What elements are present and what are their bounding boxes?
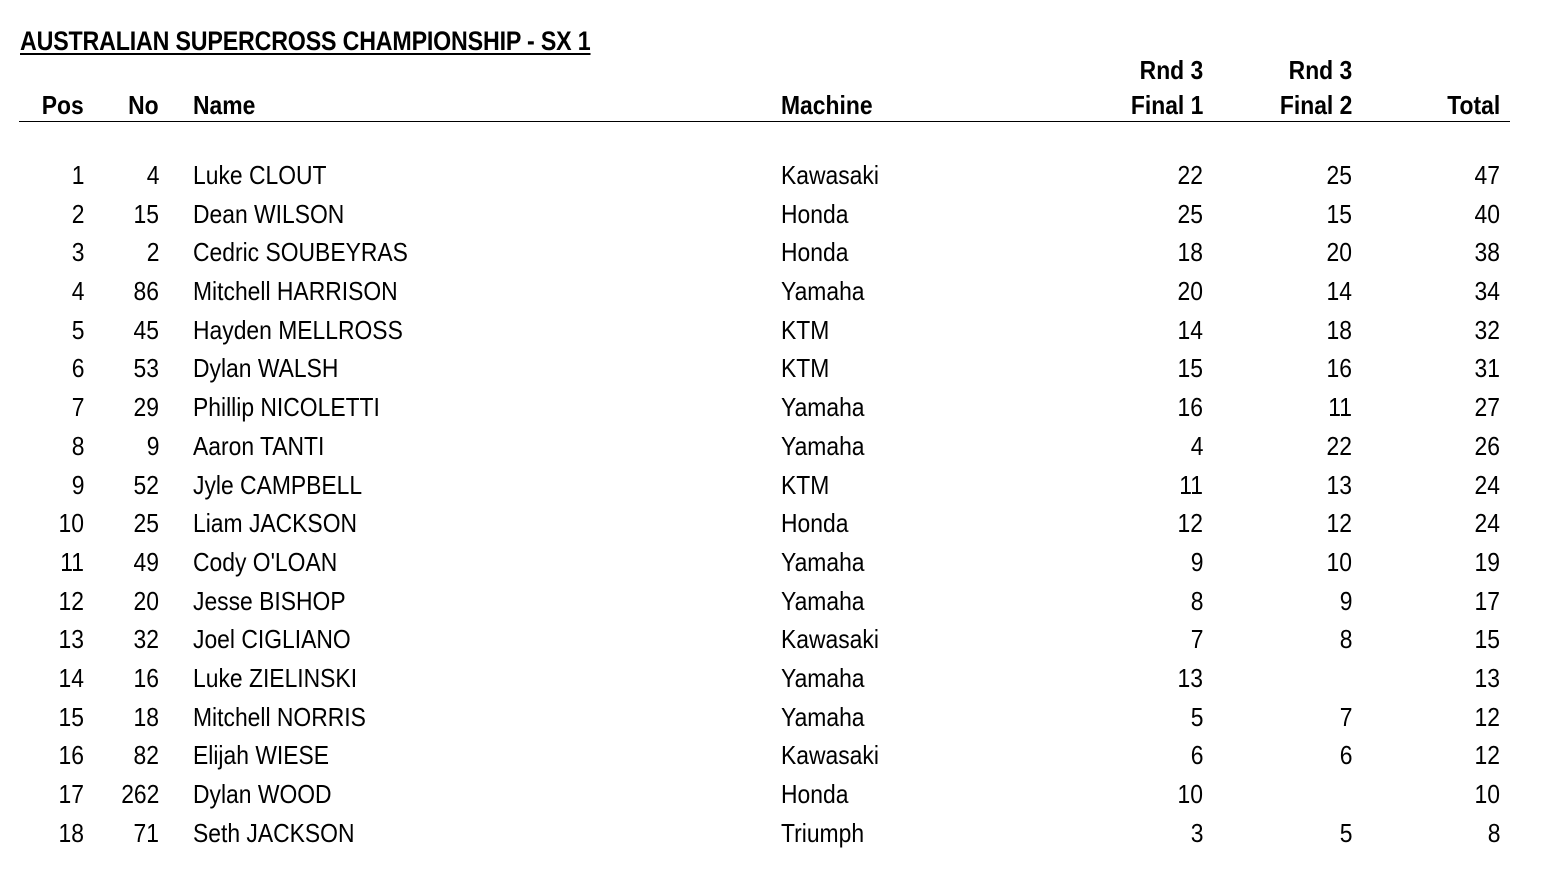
row-total-cell: 27 — [1474, 392, 1500, 423]
row-machine-cell: Honda — [781, 779, 849, 809]
row-machine-cell: Yamaha — [781, 276, 865, 307]
row-machine-cell: Yamaha — [781, 701, 865, 732]
row-pos-cell: 14 — [58, 662, 84, 693]
row-pos-cell: 2 — [71, 198, 84, 229]
row-final2-cell: 18 — [1326, 314, 1352, 345]
table-row — [0, 311, 1544, 350]
row-pos-cell: 17 — [58, 779, 84, 809]
row-machine-cell: Yamaha — [781, 662, 865, 693]
row-final2-cell — [1210, 775, 1352, 813]
row-name-cell: Cody O'LOAN — [193, 546, 338, 577]
table-row — [0, 620, 1544, 659]
row-final1-cell: 9 — [1190, 546, 1203, 577]
row-pos-cell: 9 — [71, 469, 84, 500]
row-total-cell: 17 — [1474, 585, 1500, 616]
row-machine-cell: Yamaha — [781, 546, 865, 577]
header-machine: Machine — [781, 90, 873, 120]
table-row — [0, 775, 1544, 814]
header-no: No — [128, 90, 159, 120]
row-machine-cell: Honda — [781, 198, 849, 229]
row-name-cell: Dean WILSON — [193, 198, 345, 229]
row-pos-cell: 11 — [60, 546, 84, 577]
row-pos-cell: 18 — [58, 817, 84, 848]
row-machine-cell: Yamaha — [781, 392, 865, 423]
row-number-cell: 2 — [146, 237, 159, 268]
row-number-cell: 9 — [146, 430, 159, 461]
row-total-cell: 12 — [1474, 740, 1500, 771]
row-number-cell: 262 — [120, 779, 159, 809]
row-total-cell: 13 — [1474, 662, 1500, 693]
row-name-cell: Dylan WALSH — [193, 353, 339, 384]
row-final1-cell: 8 — [1190, 585, 1203, 616]
row-final1-cell: 12 — [1177, 508, 1203, 539]
row-number-cell: 4 — [146, 160, 159, 190]
row-total-cell: 19 — [1474, 546, 1500, 577]
row-final1-cell: 18 — [1177, 237, 1203, 268]
row-final1-cell: 16 — [1177, 392, 1203, 423]
row-total-cell: 8 — [1487, 817, 1500, 848]
row-final1-cell: 20 — [1177, 276, 1203, 307]
row-final2-cell: 15 — [1326, 198, 1352, 229]
row-pos-cell: 4 — [71, 276, 84, 307]
table-row — [0, 388, 1544, 427]
row-final1-cell: 4 — [1190, 430, 1203, 461]
row-total-cell: 34 — [1474, 276, 1500, 307]
row-final1-cell: 5 — [1190, 701, 1203, 732]
row-number-cell: 29 — [133, 392, 159, 423]
table-row — [0, 543, 1544, 582]
row-machine-cell: Kawasaki — [781, 624, 879, 655]
header-final1: Final 1 — [1130, 90, 1203, 120]
row-final1-cell: 10 — [1177, 779, 1203, 809]
row-number-cell: 20 — [133, 585, 159, 616]
row-pos-cell: 6 — [71, 353, 84, 384]
row-name-cell: Jesse BISHOP — [193, 585, 346, 616]
row-name-cell: Hayden MELLROSS — [193, 314, 403, 345]
row-machine-cell: KTM — [781, 314, 830, 345]
row-final1-cell: 6 — [1190, 740, 1203, 771]
row-machine-cell: Honda — [781, 237, 849, 268]
header-final1-round: Rnd 3 — [1139, 55, 1203, 85]
row-name-cell: Phillip NICOLETTI — [193, 392, 380, 423]
row-total-cell: 40 — [1474, 198, 1500, 229]
row-final2-cell: 13 — [1326, 469, 1352, 500]
row-total-cell: 38 — [1474, 237, 1500, 268]
row-name-cell: Mitchell HARRISON — [193, 276, 398, 307]
header-total: Total — [1447, 90, 1500, 120]
row-final2-cell: 5 — [1339, 817, 1352, 848]
row-machine-cell: Yamaha — [781, 430, 865, 461]
row-number-cell: 16 — [133, 662, 159, 693]
row-pos-cell: 1 — [71, 160, 84, 190]
row-pos-cell: 5 — [71, 314, 84, 345]
row-final2-cell: 25 — [1326, 160, 1352, 190]
row-final2-cell: 16 — [1326, 353, 1352, 384]
row-machine-cell: KTM — [781, 353, 830, 384]
row-number-cell: 32 — [133, 624, 159, 655]
row-name-cell: Aaron TANTI — [193, 430, 325, 461]
row-final2-cell — [1210, 659, 1352, 697]
row-number-cell: 45 — [133, 314, 159, 345]
table-row — [0, 427, 1544, 466]
row-name-cell: Seth JACKSON — [193, 817, 355, 848]
row-pos-cell: 15 — [58, 701, 84, 732]
row-machine-cell: Kawasaki — [781, 740, 879, 771]
row-pos-cell: 16 — [58, 740, 84, 771]
row-final2-cell: 7 — [1339, 701, 1352, 732]
row-name-cell: Cedric SOUBEYRAS — [193, 237, 408, 268]
table-row — [0, 156, 1544, 195]
row-machine-cell: Honda — [781, 508, 849, 539]
row-name-cell: Dylan WOOD — [193, 779, 332, 809]
table-row — [0, 195, 1544, 234]
row-number-cell: 82 — [133, 740, 159, 771]
row-final1-cell: 25 — [1177, 198, 1203, 229]
row-pos-cell: 12 — [58, 585, 84, 616]
header-final2-round: Rnd 3 — [1288, 55, 1352, 85]
row-pos-cell: 13 — [58, 624, 84, 655]
results-table-body — [0, 156, 1544, 852]
row-pos-cell: 7 — [71, 392, 84, 423]
row-final2-cell: 10 — [1326, 546, 1352, 577]
header-divider — [19, 121, 1510, 122]
row-name-cell: Luke ZIELINSKI — [193, 662, 358, 693]
row-total-cell: 26 — [1474, 430, 1500, 461]
row-total-cell: 32 — [1474, 314, 1500, 345]
row-pos-cell: 8 — [71, 430, 84, 461]
row-final1-cell: 22 — [1177, 160, 1203, 190]
row-final1-cell: 14 — [1177, 314, 1203, 345]
table-row — [0, 736, 1544, 775]
table-row — [0, 582, 1544, 621]
row-final2-cell: 20 — [1326, 237, 1352, 268]
row-final2-cell: 9 — [1339, 585, 1352, 616]
row-number-cell: 15 — [133, 198, 159, 229]
table-row — [0, 466, 1544, 505]
row-final2-cell: 14 — [1326, 276, 1352, 307]
row-total-cell: 47 — [1474, 160, 1500, 190]
table-row — [0, 659, 1544, 698]
row-total-cell: 24 — [1474, 469, 1500, 500]
row-name-cell: Joel CIGLIANO — [193, 624, 351, 655]
row-final1-cell: 3 — [1190, 817, 1203, 848]
row-pos-cell: 3 — [71, 237, 84, 268]
header-final2: Final 2 — [1279, 90, 1352, 120]
row-total-cell: 31 — [1474, 353, 1500, 384]
row-number-cell: 71 — [133, 817, 159, 848]
table-row — [0, 814, 1544, 853]
row-name-cell: Mitchell NORRIS — [193, 701, 366, 732]
row-final1-cell: 7 — [1190, 624, 1203, 655]
table-row — [0, 504, 1544, 543]
header-name: Name — [193, 90, 256, 120]
row-number-cell: 49 — [133, 546, 159, 577]
row-total-cell: 12 — [1474, 701, 1500, 732]
row-final2-cell: 11 — [1328, 392, 1352, 423]
row-final1-cell: 13 — [1177, 662, 1203, 693]
row-final2-cell: 12 — [1326, 508, 1352, 539]
row-number-cell: 52 — [133, 469, 159, 500]
row-name-cell: Elijah WIESE — [193, 740, 330, 771]
row-total-cell: 10 — [1474, 779, 1500, 809]
table-row — [0, 272, 1544, 311]
row-name-cell: Jyle CAMPBELL — [193, 469, 363, 500]
row-number-cell: 18 — [133, 701, 159, 732]
table-row — [0, 233, 1544, 272]
row-final2-cell: 8 — [1339, 624, 1352, 655]
row-total-cell: 15 — [1474, 624, 1500, 655]
page-title: AUSTRALIAN SUPERCROSS CHAMPIONSHIP - SX 1 — [20, 26, 591, 56]
row-number-cell: 53 — [133, 353, 159, 384]
row-total-cell: 24 — [1474, 508, 1500, 539]
row-name-cell: Luke CLOUT — [193, 160, 327, 190]
row-machine-cell: Triumph — [781, 817, 865, 848]
row-pos-cell: 10 — [58, 508, 84, 539]
table-row — [0, 349, 1544, 388]
table-row — [0, 698, 1544, 737]
row-name-cell: Liam JACKSON — [193, 508, 358, 539]
row-final1-cell: 15 — [1177, 353, 1203, 384]
row-machine-cell: KTM — [781, 469, 830, 500]
row-machine-cell: Yamaha — [781, 585, 865, 616]
row-final1-cell: 11 — [1179, 469, 1203, 500]
row-number-cell: 25 — [133, 508, 159, 539]
row-final2-cell: 22 — [1326, 430, 1352, 461]
row-number-cell: 86 — [133, 276, 159, 307]
header-pos: Pos — [42, 90, 84, 120]
row-machine-cell: Kawasaki — [781, 160, 879, 190]
row-final2-cell: 6 — [1339, 740, 1352, 771]
